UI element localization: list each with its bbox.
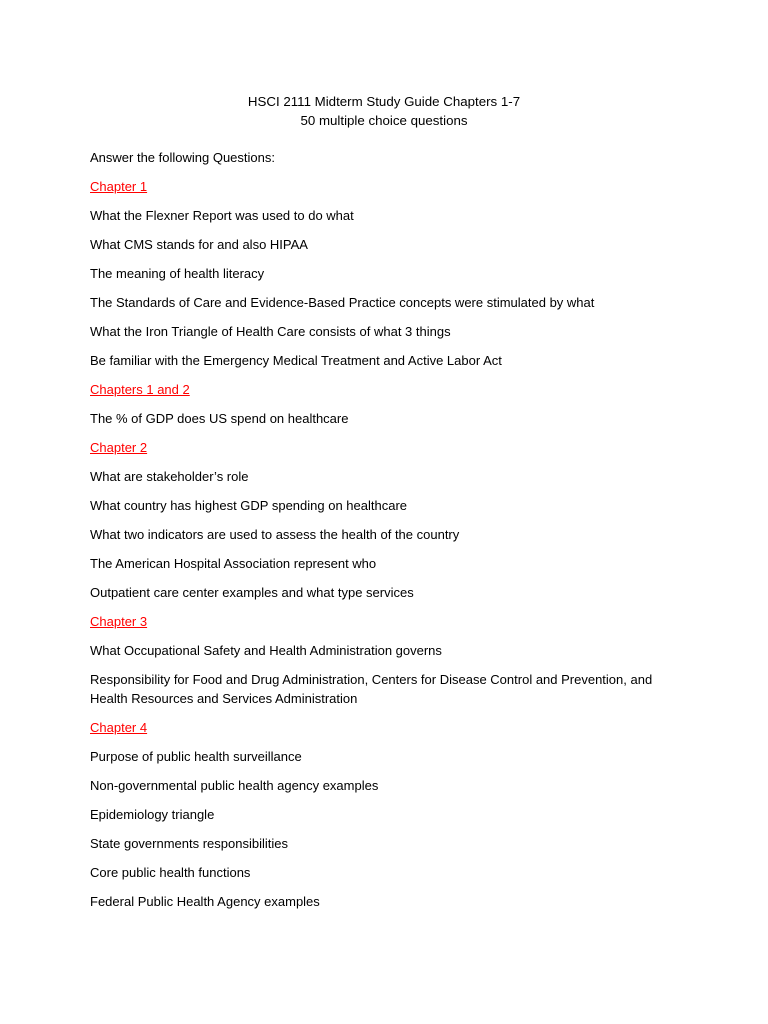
section-heading-chapter-2: Chapter 2 (90, 440, 148, 455)
question-item: Outpatient care center examples and what type services (90, 585, 414, 600)
question-item: Non-governmental public health agency examples (90, 778, 379, 793)
document-body (90, 148, 690, 921)
question-item: Epidemiology triangle (90, 807, 215, 822)
question-item: Responsibility for Food and Drug Administration, Centers for Disease Control and Prevention, and Health Resources and Services Administration (90, 672, 653, 706)
question-item: The % of GDP does US spend on healthcare (90, 411, 349, 426)
section-heading-chapter-1: Chapter 1 (90, 179, 148, 194)
question-item: The meaning of health literacy (90, 266, 265, 281)
question-item: What the Iron Triangle of Health Care consists of what 3 things (90, 324, 451, 339)
question-item: What country has highest GDP spending on healthcare (90, 498, 408, 513)
question-item: What the Flexner Report was used to do what (90, 208, 354, 223)
document-title: HSCI 2111 Midterm Study Guide Chapters 1-7 (247, 94, 521, 109)
section-heading-chapter-4: Chapter 4 (90, 720, 148, 735)
document-subtitle: 50 multiple choice questions (300, 113, 468, 128)
question-item: Core public health functions (90, 865, 251, 880)
question-item: What Occupational Safety and Health Administration governs (90, 643, 442, 658)
question-item: Federal Public Health Agency examples (90, 894, 320, 909)
question-item: The Standards of Care and Evidence-Based Practice concepts were stimulated by what (90, 295, 595, 310)
question-item: What are stakeholder’s role (90, 469, 249, 484)
question-item: Be familiar with the Emergency Medical Treatment and Active Labor Act (90, 353, 502, 368)
instructions-text: Answer the following Questions: (90, 150, 275, 165)
question-item: What CMS stands for and also HIPAA (90, 237, 308, 252)
question-item: What two indicators are used to assess the health of the country (90, 527, 460, 542)
section-heading-chapter-3: Chapter 3 (90, 614, 148, 629)
section-heading-chapters-1-and-2: Chapters 1 and 2 (90, 382, 190, 397)
question-item: State governments responsibilities (90, 836, 288, 851)
question-item: Purpose of public health surveillance (90, 749, 302, 764)
question-item: The American Hospital Association represent who (90, 556, 377, 571)
